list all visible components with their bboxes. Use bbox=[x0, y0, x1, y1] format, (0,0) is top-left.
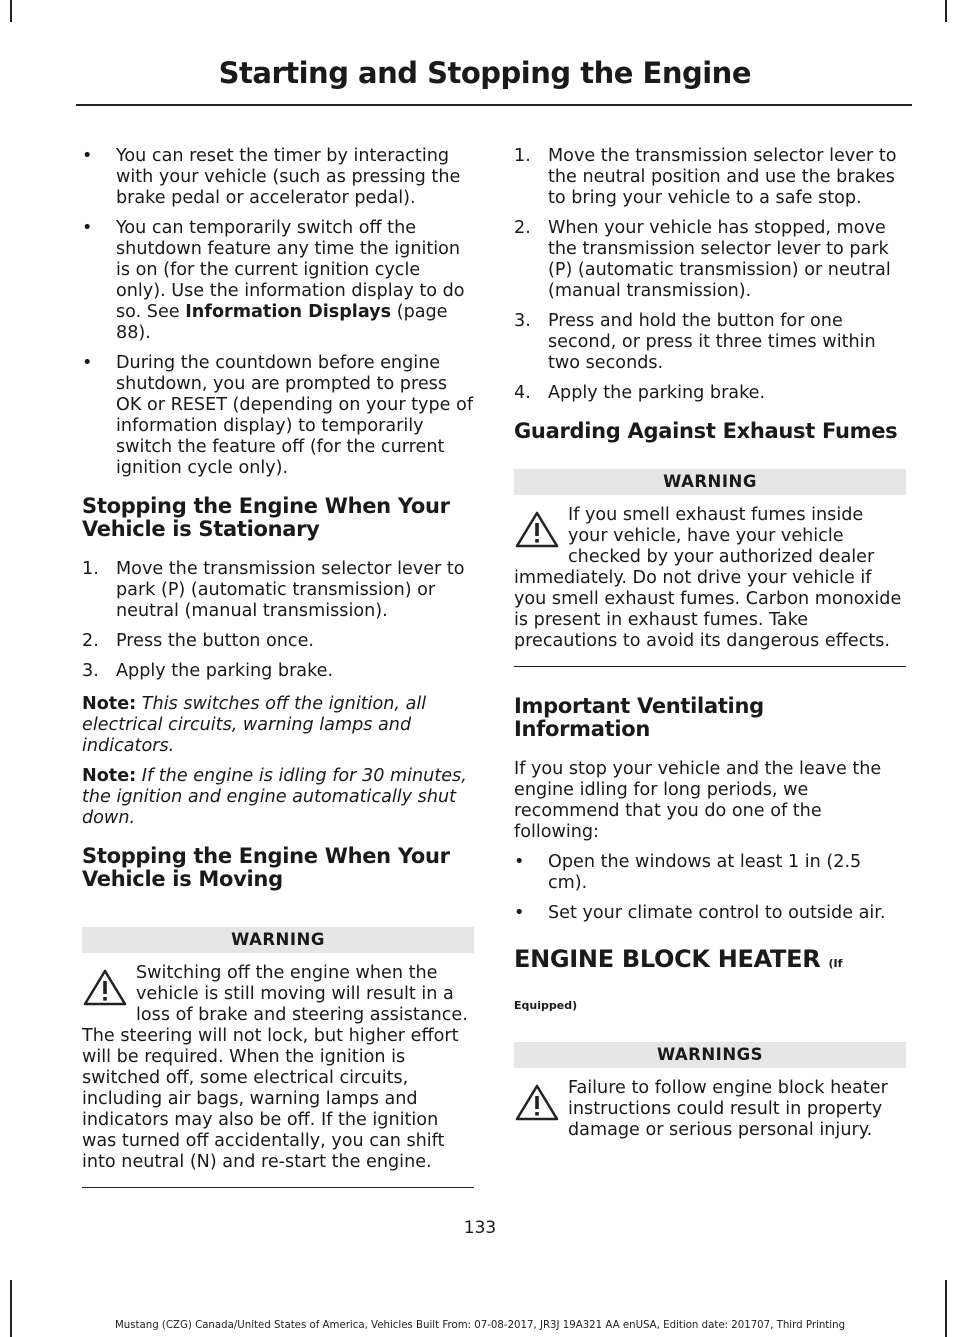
warning-text: If you smell exhaust fumes inside your vehicle, have your vehicle checked by your authorized dealer immediately. Do not drive your vehicle if you smell exhaust fumes. Carbon monoxide is present in exhaust fumes. Take precautions to avoid its dangerous effects. bbox=[514, 505, 902, 651]
page-title: Starting and Stopping the Engine bbox=[218, 56, 751, 90]
warnings-title: WARNINGS bbox=[514, 1042, 906, 1068]
moving-steps-list bbox=[514, 146, 906, 404]
stationary-steps-list bbox=[82, 559, 474, 682]
list-item: • You can reset the timer by interacting with your vehicle (such as pressing the brake pedal or accelerator pedal). bbox=[82, 146, 461, 208]
list-item: • During the countdown before engine shutdown, you are prompted to press OK or RESET (depending on your type of information display) to temporarily switch the feature off (for the current ignition cycle only). bbox=[82, 353, 474, 478]
bullet-marker: • bbox=[82, 218, 93, 238]
section-heading-exhaust: Guarding Against Exhaust Fumes bbox=[514, 419, 898, 443]
warning-box-heater bbox=[514, 1042, 906, 1141]
warning-triangle-icon bbox=[514, 1082, 560, 1122]
list-item: • Open the windows at least 1 in (2.5 cm). bbox=[514, 852, 862, 893]
list-item: 4. Apply the parking brake. bbox=[514, 383, 766, 403]
warning-box-exhaust bbox=[514, 469, 906, 667]
list-item: • You can temporarily switch off the shutdown feature any time the ignition is on (for the current ignition cycle only). Use the information display to do so. See Information Displays (page 88). bbox=[82, 218, 465, 343]
left-column bbox=[82, 146, 474, 1188]
warning-divider bbox=[82, 1187, 474, 1188]
warning-title: WARNING bbox=[82, 927, 474, 953]
ventilating-bullet-list bbox=[514, 852, 906, 924]
timer-bullet-list bbox=[82, 146, 474, 479]
footer-edition-info: Mustang (CZG) Canada/United States of America, Vehicles Built From: 07-08-2017, JR3J 19A321 AA enUSA, Edition date: 201707, Third Printing bbox=[114, 1320, 846, 1331]
list-item: 1. Move the transmission selector lever to park (P) (automatic transmission) or neutral (manual transmission). bbox=[82, 559, 465, 621]
list-item: 3. Press and hold the button for one second, or press it three times within two seconds. bbox=[514, 311, 876, 373]
bullet-marker: • bbox=[82, 353, 93, 373]
ventilating-paragraph: If you stop your vehicle and the leave the engine idling for long periods, we recommend that you do one of the following: bbox=[514, 759, 882, 842]
page-number: 133 bbox=[463, 1218, 497, 1238]
list-item: 2. Press the button once. bbox=[82, 631, 314, 651]
note-idling: Note: If the engine is idling for 30 minutes, the ignition and engine automatically shut down. bbox=[82, 766, 467, 828]
heater-equipped-note: Equipped) bbox=[514, 999, 578, 1012]
bullet-marker: • bbox=[82, 146, 93, 166]
note-ignition: Note: This switches off the ignition, all electrical circuits, warning lamps and indicators. bbox=[82, 694, 427, 756]
warning-box-moving bbox=[82, 927, 474, 1188]
warning-title: WARNING bbox=[514, 469, 906, 495]
list-item: • Set your climate control to outside air. bbox=[514, 903, 886, 923]
warning-text: Switching off the engine when the vehicle is still moving will result in a loss of brake and steering assistance. The steering will not lock, but higher effort will be required. When the ignition is switched off, some electrical circuits, including air bags, warning lamps and indicators may also be off. If the ignition was turned off accidentally, you can shift into neutral (N) and re-start the engine. bbox=[82, 963, 468, 1172]
right-column bbox=[514, 146, 906, 1141]
crop-mark-top-right bbox=[945, 0, 947, 22]
list-item: 3. Apply the parking brake. bbox=[82, 661, 334, 681]
warning-text: Failure to follow engine block heater instructions could result in property damage or serious personal injury. bbox=[568, 1078, 888, 1140]
section-heading-engine-block-heater: ENGINE BLOCK HEATER (If bbox=[514, 945, 843, 973]
section-heading-moving: Stopping the Engine When Your Vehicle is Moving bbox=[82, 844, 450, 891]
warning-divider bbox=[514, 666, 906, 667]
header-divider bbox=[76, 104, 912, 106]
section-heading-stationary: Stopping the Engine When Your Vehicle is Stationary bbox=[82, 494, 450, 541]
warning-triangle-icon bbox=[82, 967, 128, 1007]
warning-triangle-icon bbox=[514, 509, 560, 549]
cross-reference-page: (page 88). bbox=[116, 302, 448, 343]
crop-mark-top-left bbox=[10, 0, 12, 22]
list-item: 2. When your vehicle has stopped, move the transmission selector lever to park (P) (automatic transmission) or neutral (manual transmission). bbox=[514, 218, 891, 301]
cross-reference-link[interactable]: Information Displays bbox=[185, 302, 392, 322]
section-heading-ventilating: Important Ventilating Information bbox=[514, 694, 764, 741]
list-item: 1. Move the transmission selector lever to the neutral position and use the brakes to bring your vehicle to a safe stop. bbox=[514, 146, 897, 208]
